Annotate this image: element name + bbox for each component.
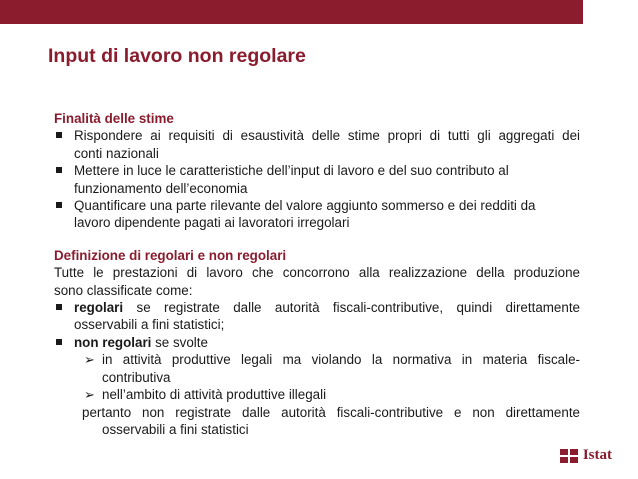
arrow-bullet-icon: ➢ — [84, 352, 95, 368]
section-heading-definizione: Definizione di regolari e non regolari — [54, 247, 287, 263]
sub-list-item-line: in attività produttive legali ma violando la normativa in materia fiscale- — [102, 352, 580, 368]
slide-title: Input di lavoro non regolare — [48, 45, 306, 67]
square-bullet-icon — [56, 304, 62, 310]
square-bullet-icon — [56, 202, 62, 208]
list-item-line: conti nazionali — [74, 145, 159, 161]
closing-line: osservabili a fini statistici — [102, 421, 249, 437]
sub-list-item-line: nell’ambito di attività produttive illegali — [102, 387, 327, 403]
square-bullet-icon — [56, 339, 62, 345]
arrow-bullet-icon: ➢ — [84, 387, 95, 403]
square-bullet-icon — [56, 167, 62, 173]
sub-list-item-line: contributiva — [102, 369, 171, 385]
list-item-line: Mettere in luce le caratteristiche dell’input di lavoro e del suo contributo al — [74, 163, 509, 179]
intro-line: Tutte le prestazioni di lavoro che concorrono alla realizzazione della produzione — [54, 265, 580, 281]
closing-line: pertanto non registrate dalle autorità fiscali-contributive e non direttamente — [82, 404, 580, 420]
intro-line: sono classificate come: — [54, 282, 193, 298]
spacer — [54, 232, 580, 247]
list-item-line: Rispondere ai requisiti di esaustività delle stime propri di tutti gli aggregati dei — [74, 128, 580, 144]
list-item-line: funzionamento dell’economia — [74, 180, 248, 196]
list-item-line: osservabili a fini statistici; — [74, 317, 225, 333]
istat-logo — [560, 447, 612, 464]
list-item-non-regolari — [54, 334, 580, 351]
square-bullet-icon — [56, 132, 62, 138]
term-description: se svolte — [151, 334, 208, 350]
header-bar-end — [583, 0, 638, 24]
header-bar — [0, 0, 583, 24]
term-regolari: regolari — [74, 300, 124, 316]
istat-logo-text: Istat — [582, 447, 612, 463]
list-item-line — [74, 334, 580, 351]
sub-list-item — [54, 351, 580, 386]
slide-content — [54, 110, 580, 438]
term-description: se registrate dalle autorità fiscali-contributive, quindi direttamente — [123, 300, 580, 316]
list-item — [54, 127, 580, 162]
closing-note — [54, 404, 580, 439]
sub-list-item — [54, 386, 580, 403]
list-item-line: lavoro dipendente pagati ai lavoratori irregolari — [74, 215, 350, 231]
list-item — [54, 197, 580, 232]
list-item-regolari — [54, 299, 580, 334]
list-item — [54, 162, 580, 197]
list-item-line — [74, 299, 580, 316]
term-non-regolari: non regolari — [74, 334, 152, 350]
section-heading-finalita: Finalità delle stime — [54, 111, 174, 126]
list-item-line: Quantificare una parte rilevante del valore aggiunto sommerso e dei redditi da — [74, 198, 536, 214]
istat-logo-icon — [560, 449, 578, 463]
